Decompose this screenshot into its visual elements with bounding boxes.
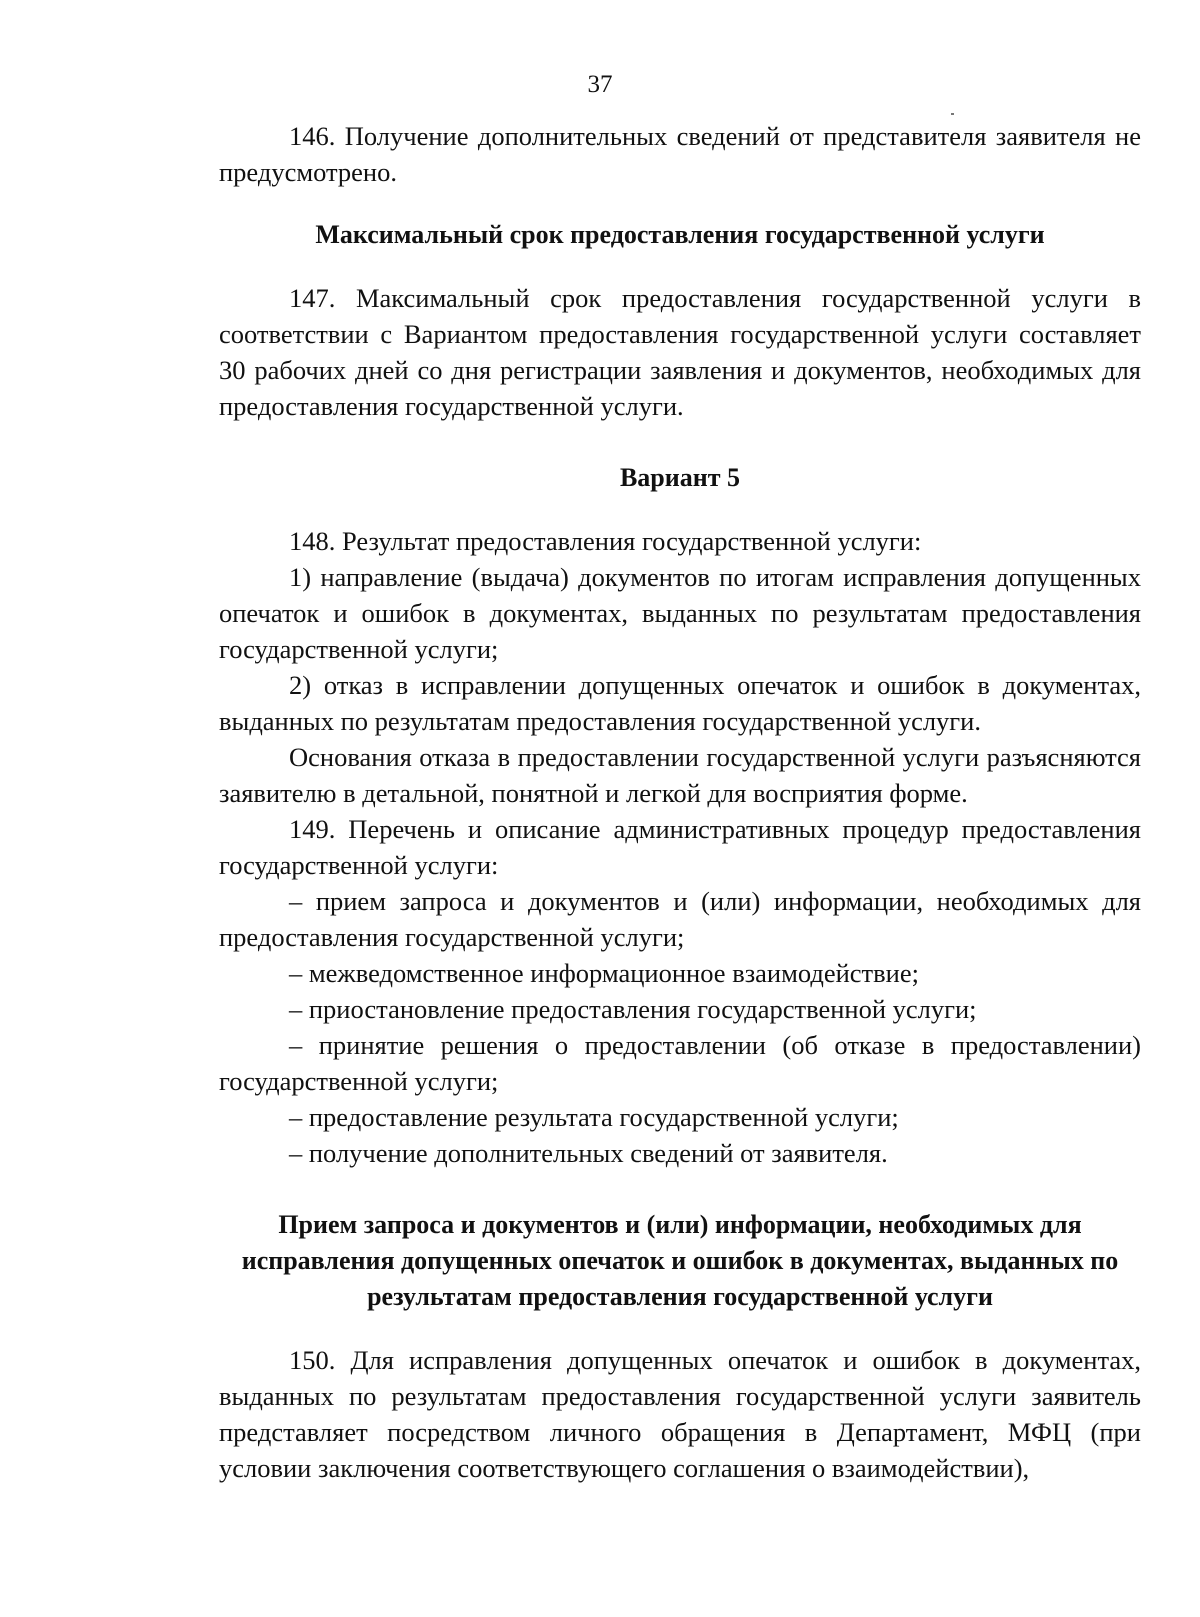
heading-variant: Вариант 5 [619,463,741,492]
page-number: 37 [587,71,613,98]
paragraph-148-item-1: 1) направление (выдача) документов по итогам исправления допущенных опечаток и ошибок в документах, выданных по результатам предоставления государственной услуги; [219,562,1141,664]
paragraph-147: 147. Максимальный срок предоставления государственной услуги в соответствии с Вариантом предоставления государственной услуги составляет 30 рабочих дней со дня регистрации заявления и документов, необходимых для предоставления государственной услуги. [219,283,1141,421]
paragraph-149: 149. Перечень и описание административных процедур предоставления государственной услуги: [219,814,1141,880]
paragraph-148: 148. Результат предоставления государственной услуги: [289,526,922,556]
procedure-list-item: – предоставление результата государственной услуги; [289,1102,899,1132]
paragraph-148-item-2: 2) отказ в исправлении допущенных опечаток и ошибок в документах, выданных по результатам предоставления государственной услуги. [219,670,1141,736]
paragraph-148-grounds: Основания отказа в предоставлении государственной услуги разъясняются заявителю в детальной, понятной и легкой для восприятия форме. [219,742,1141,808]
procedure-list-item: – приостановление предоставления государственной услуги; [289,994,977,1024]
procedure-list-item: – прием запроса и документов и (или) информации, необходимых для предоставления государственной услуги; [219,886,1141,952]
procedure-list-item: – получение дополнительных сведений от заявителя. [289,1138,888,1168]
paragraph-146: 146. Получение дополнительных сведений от представителя заявителя не предусмотрено. [219,121,1141,187]
document-body [219,118,1141,1486]
procedure-list-item: – межведомственное информационное взаимодействие; [289,958,919,988]
heading-max-term: Максимальный срок предоставления государственной услуги [315,220,1045,249]
paragraph-150: 150. Для исправления допущенных опечаток и ошибок в документах, выданных по результатам предоставления государственной услуги заявитель представляет посредством личного обращения в Департамент, МФЦ (при условии заключения соответствующего соглашения о взаимодействии), [219,1345,1141,1483]
procedure-list-item: – принятие решения о предоставлении (об отказе в предоставлении) государственной услуги; [219,1030,1141,1096]
scan-speck [951,113,954,115]
heading-reception: Прием запроса и документов и (или) информации, необходимых для исправления допущенных опечаток и ошибок в документах, выданных по результатам предоставления государственной услуги [241,1210,1119,1311]
